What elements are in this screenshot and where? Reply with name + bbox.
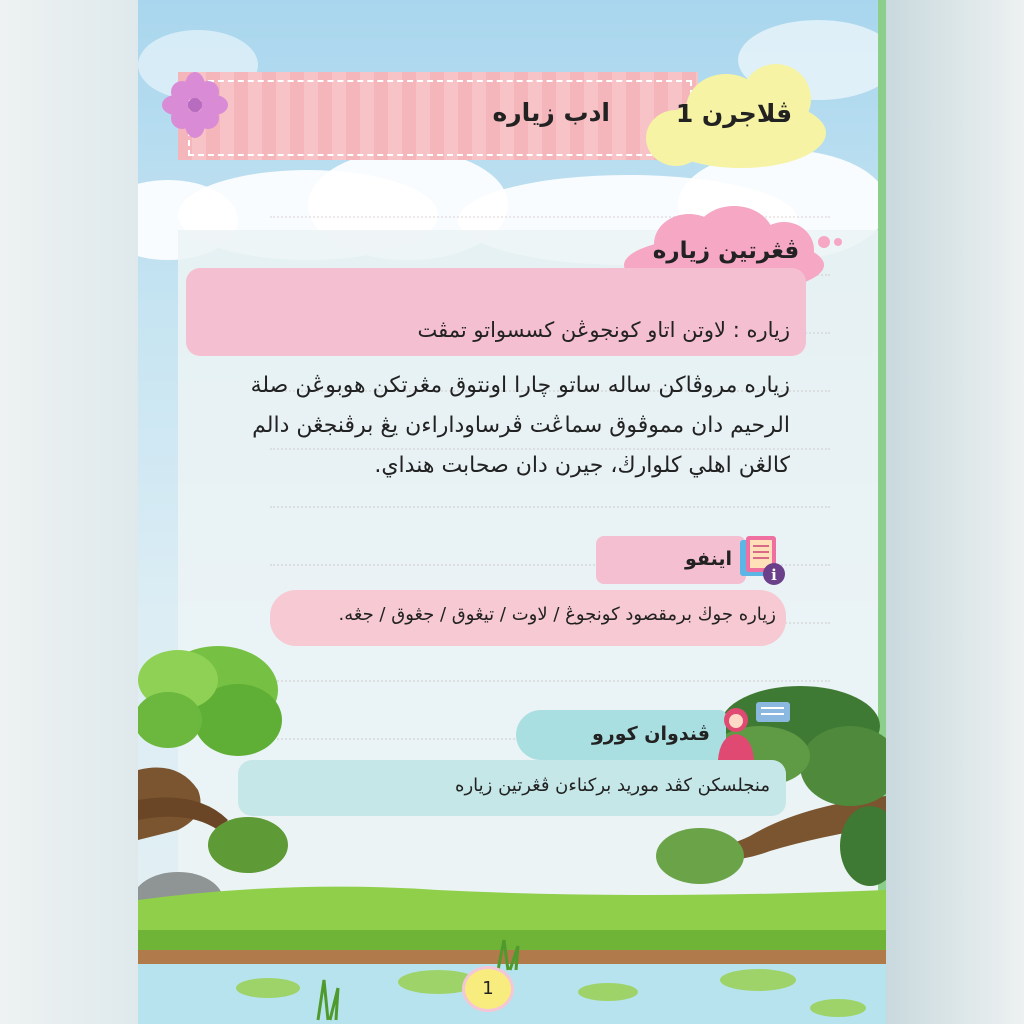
paragraph-line: كالڠن اهلي كلوارڬ، جيرن دان صحابت هنداي. [374, 453, 790, 478]
chapter-title: ادب زياره [492, 98, 610, 127]
flower-icon [160, 70, 230, 140]
page-number: 1 [462, 966, 514, 1012]
chapter-banner-border [188, 80, 692, 156]
scan-margin-left [0, 0, 138, 1024]
teacher-guide-title: ڤندوان كورو [591, 723, 710, 745]
paragraph-line: الرحيم دان مموڤوق سماڠت ڤرساوداراءن يڠ برڤنجڠن دالم [252, 413, 790, 438]
decor-dot [818, 236, 830, 248]
definition-box [186, 268, 806, 356]
info-text: زياره جوڬ برمقصود كونجوڠ / لاوت / تيڠوق / جڠوق / جڠه. [338, 604, 776, 625]
scan-margin-right [886, 0, 1024, 1024]
info-icon [736, 534, 790, 588]
definition-text: زياره : لاوتن اتاو كونجوڠن كسسواتو تمڤت [417, 318, 790, 342]
decor-dot [834, 238, 842, 246]
section-title: ڤڠرتين زياره [652, 238, 800, 264]
teacher-icon [714, 700, 794, 760]
ground-illustration [138, 860, 886, 1024]
teacher-guide-text: منجلسكن كڤد موريد بركناءن ڤڠرتين زياره [455, 775, 770, 796]
main-paragraph [196, 366, 790, 486]
paragraph-line: زياره مروڤاكن ساله ساتو چارا اونتوق مڠرتكن هوبوڠن صلة [250, 373, 790, 398]
info-title: اينفو [685, 548, 732, 570]
chapter-label: ڤلاجرن 1 [675, 99, 793, 128]
svg-text:i: i [771, 566, 777, 584]
